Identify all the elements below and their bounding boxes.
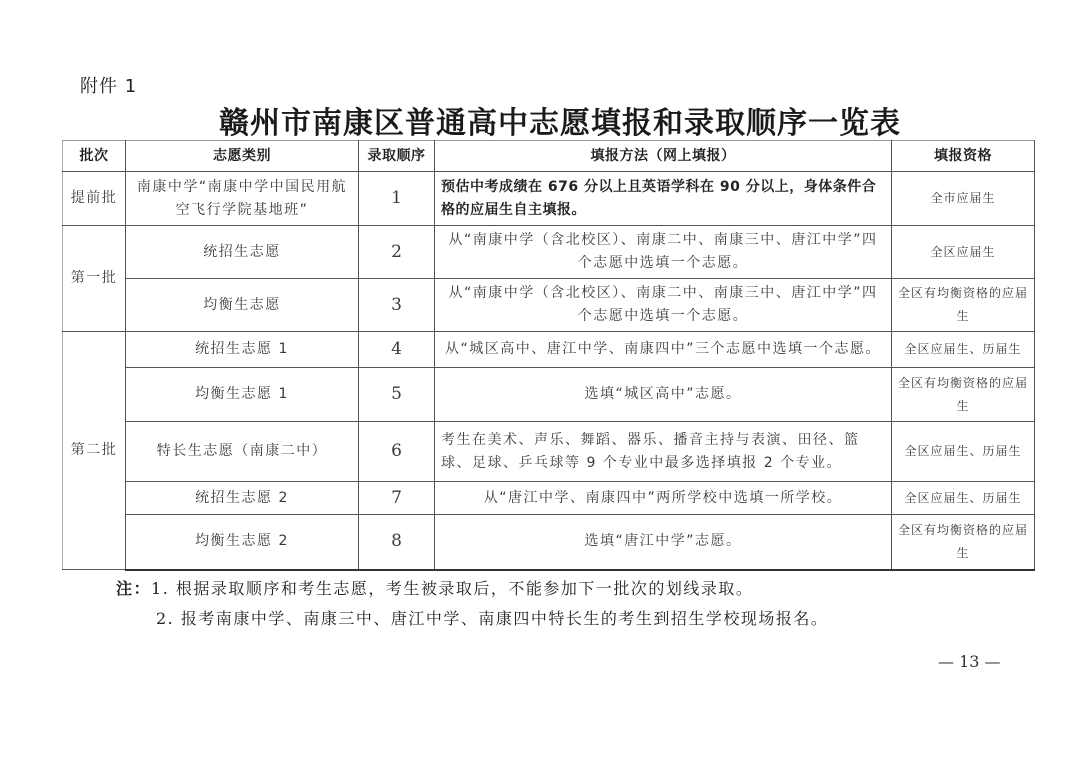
table-row <box>63 226 1035 279</box>
category-cell: 均衡生志愿 1 <box>126 368 359 422</box>
order-cell: 4 <box>359 332 435 368</box>
category-cell: 特长生志愿（南康二中） <box>126 422 359 482</box>
order-cell: 1 <box>359 172 435 226</box>
order-cell: 2 <box>359 226 435 279</box>
qualification-cell: 全区应届生、历届生 <box>892 422 1035 482</box>
attachment-label: 附件 1 <box>80 76 138 97</box>
admission-order-table <box>62 140 1035 571</box>
note-item-2: 2. 报考南康中学、南康三中、唐江中学、南康四中特长生的考生到招生学校现场报名。 <box>156 609 829 628</box>
qualification-cell: 全区有均衡资格的应届生 <box>892 279 1035 332</box>
category-cell: 均衡生志愿 2 <box>126 515 359 570</box>
qualification-cell: 全区有均衡资格的应届生 <box>892 515 1035 570</box>
header-batch: 批次 <box>63 141 126 172</box>
category-cell: 南康中学“南康中学中国民用航空飞行学院基地班” <box>126 172 359 226</box>
method-cell: 从“南康中学（含北校区）、南康二中、南康三中、唐江中学”四个志愿中选填一个志愿。 <box>435 226 892 279</box>
qualification-cell: 全市应届生 <box>892 172 1035 226</box>
batch-cell: 第一批 <box>63 226 126 332</box>
page-number: — 13 — <box>938 652 1001 671</box>
category-cell: 均衡生志愿 <box>126 279 359 332</box>
notes-label: 注： <box>116 579 152 598</box>
qualification-cell: 全区有均衡资格的应届生 <box>892 368 1035 422</box>
table-row <box>63 482 1035 515</box>
order-cell: 5 <box>359 368 435 422</box>
header-order: 录取顺序 <box>359 141 435 172</box>
category-cell: 统招生志愿 2 <box>126 482 359 515</box>
table-row <box>63 332 1035 368</box>
qualification-cell: 全区应届生、历届生 <box>892 482 1035 515</box>
batch-cell: 提前批 <box>63 172 126 226</box>
header-category: 志愿类别 <box>126 141 359 172</box>
method-cell: 考生在美术、声乐、舞蹈、器乐、播音主持与表演、田径、篮球、足球、乒乓球等 9 个专业中最多选择填报 2 个专业。 <box>435 422 892 482</box>
method-cell: 选填“唐江中学”志愿。 <box>435 515 892 570</box>
table-row <box>63 279 1035 332</box>
batch-cell: 第二批 <box>63 332 126 570</box>
qualification-cell: 全区应届生 <box>892 226 1035 279</box>
table-row <box>63 368 1035 422</box>
category-cell: 统招生志愿 <box>126 226 359 279</box>
table-row <box>63 422 1035 482</box>
method-cell: 从“城区高中、唐江中学、南康四中”三个志愿中选填一个志愿。 <box>435 332 892 368</box>
header-method: 填报方法（网上填报） <box>435 141 892 172</box>
category-cell: 统招生志愿 1 <box>126 332 359 368</box>
method-cell: 选填“城区高中”志愿。 <box>435 368 892 422</box>
qualification-cell: 全区应届生、历届生 <box>892 332 1035 368</box>
order-cell: 3 <box>359 279 435 332</box>
order-cell: 7 <box>359 482 435 515</box>
header-qualification: 填报资格 <box>892 141 1035 172</box>
method-cell: 预估中考成绩在 676 分以上且英语学科在 90 分以上，身体条件合格的应届生自主填报。 <box>435 172 892 226</box>
method-cell: 从“唐江中学、南康四中”两所学校中选填一所学校。 <box>435 482 892 515</box>
order-cell: 6 <box>359 422 435 482</box>
table-row <box>63 515 1035 570</box>
note-item-1: 1. 根据录取顺序和考生志愿，考生被录取后，不能参加下一批次的划线录取。 <box>151 579 754 598</box>
document-title: 赣州市南康区普通高中志愿填报和录取顺序一览表 <box>219 106 901 141</box>
notes-section <box>116 574 828 634</box>
method-cell: 从“南康中学（含北校区）、南康二中、南康三中、唐江中学”四个志愿中选填一个志愿。 <box>435 279 892 332</box>
order-cell: 8 <box>359 515 435 570</box>
note-line-1 <box>116 574 828 604</box>
table-row <box>63 172 1035 226</box>
table-header-row <box>63 141 1035 172</box>
